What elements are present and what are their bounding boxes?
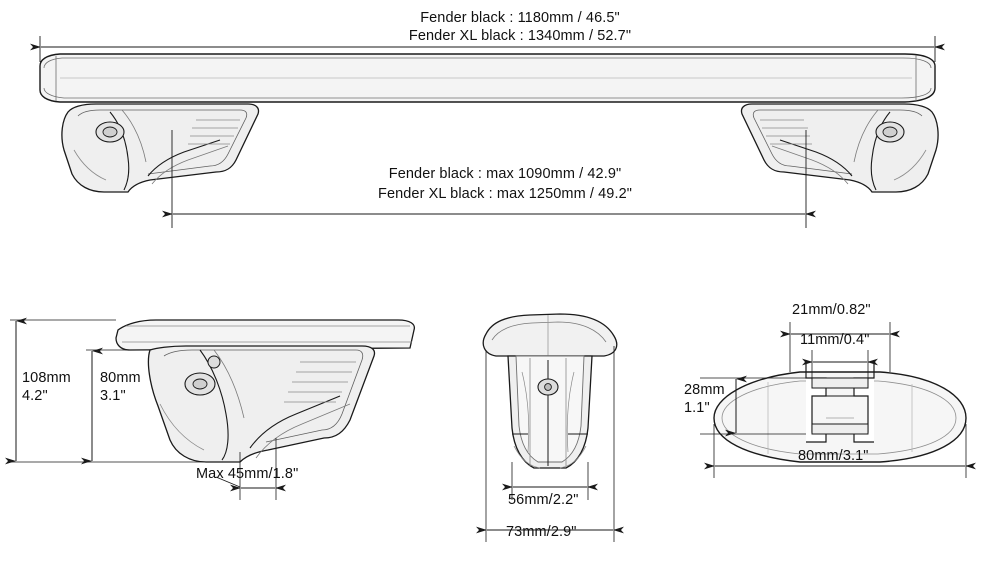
dimension-label-bar-height-mm: 28mm <box>684 382 725 398</box>
dimension-label-overall-length-xl: Fender XL black : 1340mm / 52.7" <box>408 28 632 44</box>
dimension-label-overall-length-standard: Fender black : 1180mm / 46.5" <box>420 10 620 26</box>
dimension-label-bar-slot-outer: 21mm/0.82" <box>792 302 871 318</box>
dimension-label-foot-height-mm: 80mm <box>100 370 141 386</box>
dimension-label-clamp-outer-width: 73mm/2.9" <box>506 524 577 540</box>
dimension-label-foot-max-width: Max 45mm/1.8" <box>196 466 299 482</box>
dimension-label-span-xl: Fender XL black : max 1250mm / 49.2" <box>377 186 633 202</box>
dimension-label-bar-width: 80mm/3.1" <box>798 448 869 464</box>
dimension-label-bar-slot-inner: 11mm/0.4" <box>800 332 870 348</box>
dimension-label-total-height-inch: 4.2" <box>22 388 48 404</box>
dimension-label-foot-height-inch: 3.1" <box>100 388 126 404</box>
dimension-label-total-height-mm: 108mm <box>22 370 71 386</box>
dimension-label-bar-height-inch: 1.1" <box>684 400 710 416</box>
dimension-label-clamp-inner-width: 56mm/2.2" <box>508 492 579 508</box>
dimension-label-span-standard: Fender black : max 1090mm / 42.9" <box>388 166 622 182</box>
